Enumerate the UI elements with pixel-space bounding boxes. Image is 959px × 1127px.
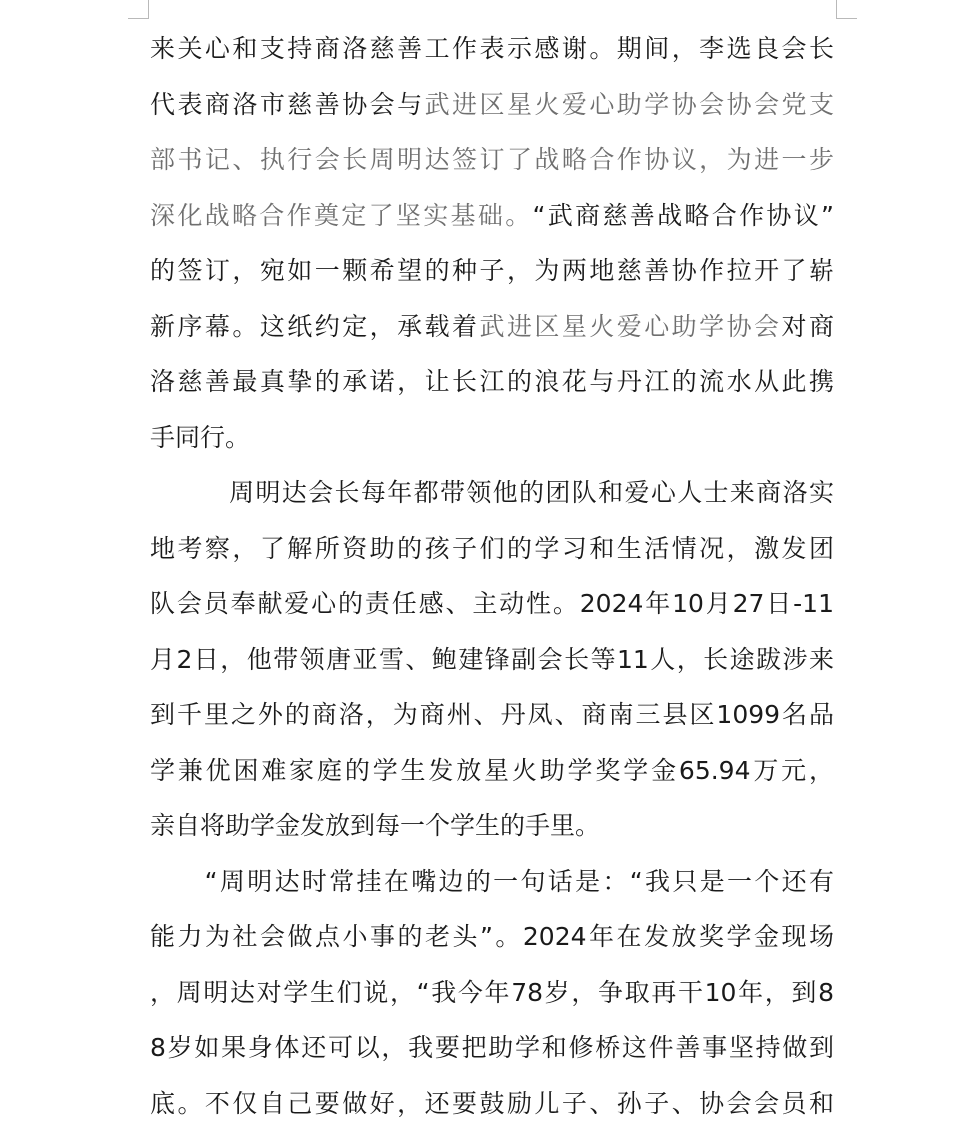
document-body: [150, 21, 834, 1127]
text-line: [150, 909, 834, 965]
text-run: 新序幕。这纸约定，承载着: [150, 311, 480, 341]
text-run: 地考察，了解所资助的孩子们的学习和生活情况，激发团: [150, 533, 834, 563]
org-name-highlight: 武进区星火爱心助学协会: [479, 311, 782, 341]
text-run: 月2日，他带领唐亚雪、鲍建锋副会长等11人，长途跋涉来: [150, 644, 834, 674]
text-line: [150, 1020, 834, 1076]
text-run: 学兼优困难家庭的学生发放星火助学奖学金65.94万元，: [150, 755, 834, 785]
text-line: [150, 410, 834, 466]
text-run: 洛慈善最真挚的承诺，让长江的浪花与丹江的流水从此携: [150, 367, 834, 396]
text-line: [150, 299, 834, 355]
text-line: [150, 521, 834, 577]
text-line: [150, 188, 834, 244]
text-line: [150, 854, 834, 910]
text-run: 队会员奉献爱心的责任感、主动性。2024年10月27日-11: [150, 589, 834, 618]
text-run: 8岁如果身体还可以，我要把助学和修桥这件善事坚持做到: [150, 1033, 834, 1062]
text-line: [150, 132, 834, 188]
text-line: [150, 965, 834, 1021]
text-line: [150, 21, 834, 77]
agreement-title: “武商慈善战略合作协议”: [532, 200, 834, 230]
text-run: 手同行。: [150, 422, 251, 452]
text-line: [150, 1076, 834, 1127]
text-run: 底。不仅自己要做好，还要鼓励儿子、孙子、协会会员和: [150, 1088, 834, 1118]
text-run: 周明达会长每年都带领他的团队和爱心人士来商洛实: [150, 478, 834, 507]
text-line: [150, 687, 834, 743]
text-line: [150, 798, 834, 854]
text-run: 能力为社会做点小事的老头”。2024年在发放奖学金现场: [150, 922, 834, 951]
text-run: 的签订，宛如一颗希望的种子，为两地慈善协作拉开了崭: [150, 256, 834, 285]
text-line: [150, 632, 834, 688]
text-line: [150, 465, 834, 521]
text-run: 亲自将助学金发放到每一个学生的手里。: [150, 811, 601, 840]
text-line: [150, 576, 834, 632]
text-run: 对商: [781, 311, 834, 341]
text-run: 部书记、执行会长周明达签订了战略合作协议，为进一步: [150, 145, 834, 174]
text-line: [150, 243, 834, 299]
text-run: 到千里之外的商洛，为商州、丹凤、商南三县区1099名品: [150, 700, 834, 729]
text-line: [150, 743, 834, 799]
page-corner-mark-left: [128, 0, 149, 19]
text-run: 来关心和支持商洛慈善工作表示感谢。期间，李选良会长: [150, 34, 834, 63]
text-line: [150, 354, 834, 410]
text-line: [150, 77, 834, 133]
org-name-highlight: 武进区星火爱心助学协会协会党支: [424, 89, 834, 119]
text-run-highlight: 深化战略合作奠定了坚实基础。: [150, 200, 533, 230]
text-run: ，周明达对学生们说，“我今年78岁，争取再干10年，到8: [150, 977, 834, 1007]
text-run: 代表商洛市慈善协会与: [150, 89, 425, 119]
text-run: “周明达时常挂在嘴边的一句话是：“我只是一个还有: [150, 866, 834, 896]
page-corner-mark-right: [836, 0, 857, 19]
